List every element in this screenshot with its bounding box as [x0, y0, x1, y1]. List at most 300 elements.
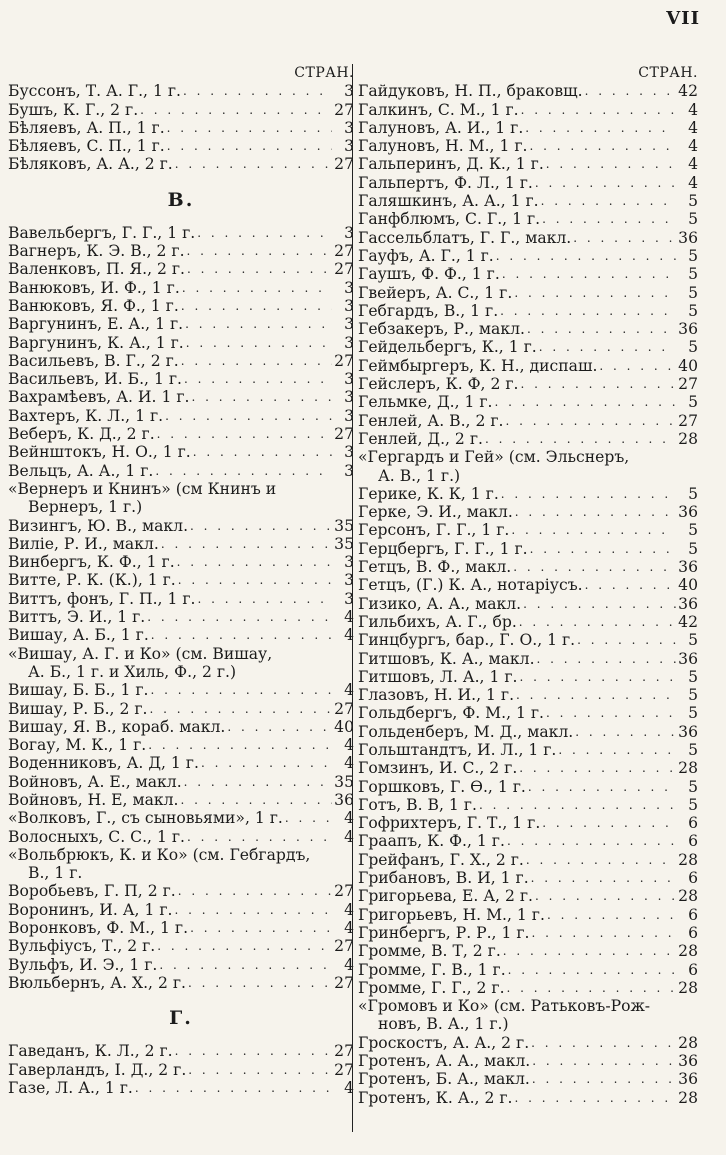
- entry-page: 40: [678, 576, 698, 595]
- leader-dots: [512, 284, 676, 302]
- leader-dots: [526, 778, 676, 796]
- entry-page: 27: [334, 260, 354, 279]
- index-entry: [358, 338, 698, 356]
- index-entry-continuation: Вернеръ, 1 г.): [28, 498, 143, 517]
- leader-dots: [503, 412, 676, 430]
- index-entry: [8, 462, 354, 480]
- index-entry: [8, 82, 354, 100]
- entry-name: Васильевъ, И. Б., 1 г.: [8, 370, 182, 389]
- index-entry: [8, 754, 354, 772]
- entry-name: Воробьевъ, Г. П, 2 г.: [8, 882, 176, 901]
- index-entry: [358, 942, 698, 960]
- leader-dots: [514, 686, 676, 704]
- index-entry: [358, 851, 698, 869]
- entry-name: Воронинъ, И. А, 1 г.: [8, 900, 173, 919]
- leader-dots: [533, 887, 676, 905]
- entry-page: 5: [688, 777, 698, 796]
- index-entry: [8, 119, 354, 137]
- index-entry: [358, 723, 698, 741]
- entry-page: 28: [678, 759, 698, 778]
- entry-name: Ванюковъ, Я. Ф., 1 г.: [8, 296, 179, 315]
- leader-dots: [501, 942, 676, 960]
- leader-dots: [172, 901, 332, 919]
- entry-name: Гротенъ, Б. А., макл.: [358, 1070, 530, 1089]
- entry-page: 6: [688, 832, 698, 851]
- entry-page: 6: [688, 814, 698, 833]
- entry-page: 5: [688, 484, 698, 503]
- entry-page: 3: [344, 461, 354, 480]
- leader-dots: [138, 101, 332, 119]
- leader-dots: [188, 517, 332, 535]
- index-entry: [8, 1061, 354, 1079]
- index-entry: [358, 192, 698, 210]
- index-entry: [358, 759, 698, 777]
- leader-dots: [499, 485, 676, 503]
- entry-name: Гетцъ, (Г.) К. А., нотаріусъ.: [358, 576, 583, 595]
- entry-page: 27: [334, 1060, 354, 1079]
- entry-name: Витте, Р. К. (К.), 1 г.: [8, 571, 176, 590]
- entry-name: Герике, К. К, 1 г.: [358, 484, 499, 503]
- entry-page: 40: [334, 717, 354, 736]
- index-entry: [8, 608, 354, 626]
- entry-name: Гротенъ, К. А., 2 г.: [358, 1088, 513, 1107]
- leader-dots: [173, 155, 332, 173]
- index-entry: [8, 297, 354, 315]
- entry-name: Вейнштокъ, Н. О., 1 г.: [8, 443, 191, 462]
- index-entry: [8, 700, 354, 718]
- entry-page: 3: [344, 406, 354, 425]
- entry-page: 42: [678, 82, 698, 101]
- entry-name: Гольденберъ, М. Д., макл.: [358, 722, 574, 741]
- entry-page: 3: [344, 118, 354, 137]
- leader-dots: [225, 718, 332, 736]
- entry-name: Гринбергъ, Р. Р., 1 г.: [358, 923, 530, 942]
- index-entry: [358, 558, 698, 576]
- entry-page: 36: [678, 320, 698, 339]
- entry-page: 27: [334, 100, 354, 119]
- entry-page: 5: [688, 246, 698, 265]
- index-entry: [358, 1089, 698, 1107]
- leader-dots: [517, 613, 676, 631]
- leader-dots: [597, 357, 676, 375]
- entry-name: Гельмке, Д., 1 г.: [358, 393, 493, 412]
- entry-page: 27: [334, 973, 354, 992]
- index-entry: [8, 517, 354, 535]
- index-entry: [358, 284, 698, 302]
- leader-dots: [153, 462, 332, 480]
- entry-name: Виттъ, фонъ, Г. П., 1 г.: [8, 589, 196, 608]
- leader-dots: [146, 736, 332, 754]
- entry-page: 36: [678, 594, 698, 613]
- entry-name: Гауфъ, А. Г., 1 г.: [358, 246, 494, 265]
- leader-dots: [176, 571, 332, 589]
- index-entry: «Громовъ и Ко» (см. Ратьковъ-Рож-: [358, 997, 651, 1016]
- leader-dots: [530, 1052, 676, 1070]
- entry-page: 5: [688, 631, 698, 650]
- leader-dots: [533, 174, 676, 192]
- leader-dots: [186, 1061, 332, 1079]
- index-entry: [8, 571, 354, 589]
- entry-name: Грибановъ, В. И, 1 г.: [358, 869, 529, 888]
- entry-name: Воденниковъ, А. Д, 1 г.: [8, 754, 199, 773]
- entry-name: Гальпертъ, Ф. Л., 1 г.: [358, 173, 533, 192]
- index-entry: [358, 668, 698, 686]
- index-entry: [8, 315, 354, 333]
- index-entry: [358, 778, 698, 796]
- leader-dots: [544, 155, 676, 173]
- entry-name: Гофрихтеръ, Г. Т., 1 г.: [358, 814, 541, 833]
- entry-name: Войновъ, Н. Е, макл.: [8, 790, 179, 809]
- index-entry: [8, 407, 354, 425]
- index-entry: [358, 503, 698, 521]
- entry-name: Гебзакеръ, Р., макл.: [358, 320, 525, 339]
- entry-page: 5: [688, 686, 698, 705]
- entry-page: 4: [344, 919, 354, 938]
- entry-page: 4: [688, 137, 698, 156]
- entry-name: Гаведанъ, К. Л., 2 г.: [8, 1042, 173, 1061]
- entry-name: Войновъ, А. Е., макл.: [8, 772, 182, 791]
- leader-dots: [185, 828, 332, 846]
- entry-page: 3: [344, 137, 354, 156]
- index-entry: [8, 352, 354, 370]
- leader-dots: [179, 297, 332, 315]
- entry-page: 4: [344, 608, 354, 627]
- entry-name: Виліе, Р. И., макл.: [8, 534, 159, 553]
- entry-name: Гитшовъ, К. А., макл.: [358, 649, 535, 668]
- entry-page: 4: [688, 173, 698, 192]
- leader-dots: [185, 242, 332, 260]
- leader-dots: [159, 535, 332, 553]
- leader-dots: [573, 723, 676, 741]
- index-entry: [358, 302, 698, 320]
- entry-page: 3: [344, 571, 354, 590]
- index-entry: [8, 901, 354, 919]
- leader-dots: [178, 791, 332, 809]
- leader-dots: [180, 279, 332, 297]
- entry-page: 35: [334, 772, 354, 791]
- entry-page: 4: [688, 118, 698, 137]
- leader-dots: [477, 796, 676, 814]
- leader-dots: [517, 668, 676, 686]
- leader-dots: [537, 338, 676, 356]
- entry-name: Герсонъ, Г. Г., 1 г.: [358, 521, 510, 540]
- index-entry: [358, 412, 698, 430]
- entry-page: 27: [334, 155, 354, 174]
- leader-dots: [513, 503, 676, 521]
- entry-name: Гольштандтъ, И. Л., 1 г.: [358, 740, 557, 759]
- index-entry: [358, 521, 698, 539]
- leader-dots: [175, 553, 332, 571]
- entry-name: Вульфъ, И. Э., 1 г.: [8, 955, 158, 974]
- entry-name: Гаушъ, Ф. Ф., 1 г.: [358, 265, 500, 284]
- entry-name: Веберъ, К. Д., 2 г.: [8, 425, 155, 444]
- entry-name: Генлей, Д., 2 г.: [358, 429, 483, 448]
- entry-page: 3: [344, 296, 354, 315]
- index-entry: [358, 576, 698, 594]
- entry-page: 3: [344, 388, 354, 407]
- entry-name: Вельцъ, А. А., 1 г.: [8, 461, 154, 480]
- index-entry: [358, 686, 698, 704]
- index-entry: [8, 224, 354, 242]
- index-column-left: [8, 64, 354, 1097]
- entry-name: Готъ, В. В, 1 г.: [358, 795, 477, 814]
- entry-name: Гаверландъ, І. Д., 2 г.: [8, 1060, 187, 1079]
- index-entry: [8, 155, 354, 173]
- entry-name: Галуновъ, Н. М., 1 г.: [358, 137, 528, 156]
- entry-name: Гомзинъ, И. С., 2 г.: [358, 759, 518, 778]
- index-entry: [8, 101, 354, 119]
- entry-name: Галяшкинъ, А. А., 1 г.: [358, 192, 539, 211]
- entry-name: Бушъ, К. Г., 2 г.: [8, 100, 139, 119]
- entry-name: Гизико, А. А., макл.: [358, 594, 522, 613]
- leader-dots: [525, 320, 676, 338]
- leader-dots: [512, 1089, 676, 1107]
- leader-dots: [530, 1070, 676, 1088]
- entry-page: 4: [344, 736, 354, 755]
- entry-page: 6: [688, 923, 698, 942]
- index-entry: [358, 650, 698, 668]
- index-entry: [8, 828, 354, 846]
- leader-dots: [556, 741, 676, 759]
- entry-page: 4: [344, 1078, 354, 1097]
- index-entry: [358, 229, 698, 247]
- entry-page: 5: [688, 301, 698, 320]
- leader-dots: [189, 388, 332, 406]
- entry-name: Глазовъ, Н. И., 1 г.: [358, 686, 515, 705]
- entry-name: Герке, Э. И., макл.: [358, 503, 513, 522]
- entry-page: 5: [688, 795, 698, 814]
- index-column-right: [358, 64, 698, 1107]
- leader-dots: [195, 590, 332, 608]
- index-entry: [8, 553, 354, 571]
- index-entry: [8, 242, 354, 260]
- leader-dots: [529, 1034, 676, 1052]
- entry-page: 28: [678, 942, 698, 961]
- leader-dots: [583, 576, 676, 594]
- leader-dots: [535, 650, 676, 668]
- leader-dots: [506, 961, 676, 979]
- leader-dots: [188, 919, 332, 937]
- index-entry: [358, 979, 698, 997]
- entry-name: Валенковъ, П. Я., 2 г.: [8, 260, 186, 279]
- index-entry: [8, 681, 354, 699]
- index-entry: [358, 814, 698, 832]
- entry-page: 4: [344, 754, 354, 773]
- entry-name: Генлей, А. В., 2 г.: [358, 411, 504, 430]
- entry-name: Вишау, Б. Б., 1 г.: [8, 681, 149, 700]
- index-entry: [358, 82, 698, 100]
- entry-name: Вишау, Р. Б., 2 г.: [8, 699, 148, 718]
- entry-page: 3: [344, 553, 354, 572]
- entry-name: Вульфіусъ, Т., 2 г.: [8, 937, 156, 956]
- entry-page: 3: [344, 223, 354, 242]
- index-entry-continuation: В., 1 г.: [28, 864, 83, 883]
- entry-page: 4: [344, 900, 354, 919]
- entry-name: Бѣляевъ, А. П., 1 г.: [8, 118, 165, 137]
- leader-dots: [505, 832, 676, 850]
- index-entry: [8, 425, 354, 443]
- entry-name: Винбергъ, К. Ф., 1 г.: [8, 553, 175, 572]
- entry-page: 27: [334, 937, 354, 956]
- entry-name: Гинцбургъ, бар., Г. О., 1 г.: [358, 631, 576, 650]
- entry-name: Ванюковъ, И. Ф., 1 г.: [8, 278, 180, 297]
- entry-page: 28: [678, 1088, 698, 1107]
- leader-dots: [185, 260, 332, 278]
- entry-page: 5: [688, 740, 698, 759]
- entry-name: Вахтеръ, К. Л., 1 г.: [8, 406, 164, 425]
- leader-dots: [155, 425, 332, 443]
- leader-dots: [183, 315, 332, 333]
- leader-dots: [155, 937, 332, 955]
- entry-name: Гайдуковъ, Н. П., браковщ.: [358, 82, 583, 101]
- leader-dots: [583, 82, 676, 100]
- entry-name: Вавельбергъ, Г. Г., 1 г.: [8, 223, 196, 242]
- entry-page: 6: [688, 869, 698, 888]
- entry-page: 5: [688, 265, 698, 284]
- entry-name: Вогау, М. К., 1 г.: [8, 736, 147, 755]
- entry-name: Геймбыргеръ, К. Н., диспаш.: [358, 356, 598, 375]
- index-entry: [358, 485, 698, 503]
- entry-name: Гольдбергъ, Ф. М., 1 г.: [358, 704, 545, 723]
- leader-dots: [505, 979, 676, 997]
- index-entry: [358, 1070, 698, 1088]
- entry-page: 36: [678, 1070, 698, 1089]
- column-header: СТРАН.: [638, 65, 698, 81]
- entry-name: Вишау, А. Б., 1 г.: [8, 626, 149, 645]
- entry-page: 5: [688, 283, 698, 302]
- entry-page: 3: [344, 370, 354, 389]
- entry-name: Герцбергъ, Г. Г., 1 г.: [358, 539, 528, 558]
- entry-name: Визингъ, Ю. В., макл.: [8, 516, 189, 535]
- leader-dots: [145, 608, 332, 626]
- leader-dots: [544, 704, 676, 722]
- leader-dots: [195, 224, 332, 242]
- entry-page: 36: [334, 790, 354, 809]
- entry-page: 35: [334, 534, 354, 553]
- index-entry: [358, 961, 698, 979]
- entry-page: 27: [334, 699, 354, 718]
- index-entry: [8, 718, 354, 736]
- index-entry: [358, 155, 698, 173]
- index-entry: [8, 260, 354, 278]
- entry-name: Гитшовъ, Л. А., 1 г.: [358, 667, 518, 686]
- index-entry: [8, 773, 354, 791]
- index-entry: [358, 393, 698, 411]
- column-divider: [352, 64, 353, 1132]
- index-entry: [358, 375, 698, 393]
- entry-page: 36: [678, 228, 698, 247]
- leader-dots: [147, 700, 332, 718]
- entry-name: Ганфблюмъ, С. Г., 1 г.: [358, 210, 541, 229]
- index-entry: [8, 736, 354, 754]
- leader-dots: [149, 626, 332, 644]
- entry-page: 3: [344, 333, 354, 352]
- leader-dots: [528, 540, 676, 558]
- entry-name: Гебгардъ, В., 1 г.: [358, 301, 499, 320]
- leader-dots: [173, 1042, 332, 1060]
- entry-name: Галуновъ, А. И., 1 г.: [358, 118, 524, 137]
- entry-name: Газе, Л. А., 1 г.: [8, 1078, 133, 1097]
- leader-dots: [545, 906, 676, 924]
- entry-page: 27: [334, 882, 354, 901]
- section-heading-v: В.: [167, 188, 195, 211]
- leader-dots: [181, 82, 332, 100]
- index-entry: [358, 1052, 698, 1070]
- entry-name: Громме, Г. Г., 2 г.: [358, 978, 505, 997]
- leader-dots: [157, 956, 332, 974]
- leader-dots: [527, 137, 676, 155]
- entry-page: 4: [344, 809, 354, 828]
- leader-dots: [165, 119, 332, 137]
- entry-page: 28: [678, 887, 698, 906]
- entry-page: 4: [344, 681, 354, 700]
- entry-page: 5: [688, 210, 698, 229]
- entry-page: 3: [344, 278, 354, 297]
- entry-page: 6: [688, 960, 698, 979]
- index-entry: [8, 443, 354, 461]
- index-entry: [358, 595, 698, 613]
- entry-page: 3: [344, 589, 354, 608]
- leader-dots: [182, 370, 332, 388]
- leader-dots: [182, 773, 332, 791]
- entry-name: Горшковъ, Г. Ѳ., 1 г.: [358, 777, 526, 796]
- entry-name: Галкинъ, С. М., 1 г.: [358, 100, 519, 119]
- entry-name: Граапъ, К. Ф., 1 г.: [358, 832, 505, 851]
- index-entry: [8, 937, 354, 955]
- index-entry: [358, 119, 698, 137]
- index-entry: [358, 796, 698, 814]
- entry-name: Гальперинъ, Д. К., 1 г.: [358, 155, 544, 174]
- index-entry: [8, 626, 354, 644]
- leader-dots: [148, 681, 332, 699]
- entry-name: Грейфанъ, Г. Х., 2 г.: [358, 850, 524, 869]
- leader-dots: [509, 521, 676, 539]
- entry-name: Буссонъ, Т. А. Г., 1 г.: [8, 82, 181, 101]
- index-entry: «Вернеръ и Книнъ» (см Книнъ и: [8, 479, 277, 498]
- leader-dots: [571, 229, 676, 247]
- entry-page: 36: [678, 503, 698, 522]
- entry-page: 3: [344, 82, 354, 101]
- leader-dots: [199, 754, 332, 772]
- index-entry: [358, 741, 698, 759]
- entry-page: 6: [688, 905, 698, 924]
- leader-dots: [540, 814, 676, 832]
- entry-name: Вюльбернъ, А. Х., 2 г.: [8, 973, 186, 992]
- entry-name: Гротенъ, А. А., макл.: [358, 1052, 531, 1071]
- entry-name: Гассельблатъ, Г. Г., макл.: [358, 228, 572, 247]
- index-entry: [358, 613, 698, 631]
- leader-dots: [283, 809, 332, 827]
- index-entry: [8, 956, 354, 974]
- entry-page: 5: [688, 521, 698, 540]
- index-entry: «Вольбрюкъ, К. и Ко» (см. Гебгардъ,: [8, 845, 311, 864]
- entry-page: 27: [334, 242, 354, 261]
- entry-name: Бѣляевъ, С. П., 1 г.: [8, 137, 165, 156]
- index-entry: [8, 535, 354, 553]
- index-entry: [8, 137, 354, 155]
- leader-dots: [179, 352, 332, 370]
- leader-dots: [575, 631, 676, 649]
- leader-dots: [529, 869, 676, 887]
- entry-page: 28: [678, 850, 698, 869]
- index-entry: [358, 1034, 698, 1052]
- index-entry: [358, 906, 698, 924]
- index-entry: [358, 924, 698, 942]
- entry-page: 27: [334, 425, 354, 444]
- index-entry: [8, 791, 354, 809]
- page-number: VII: [666, 8, 700, 29]
- entry-name: «Волковъ, Г., съ сыновьями», 1 г.: [8, 809, 283, 828]
